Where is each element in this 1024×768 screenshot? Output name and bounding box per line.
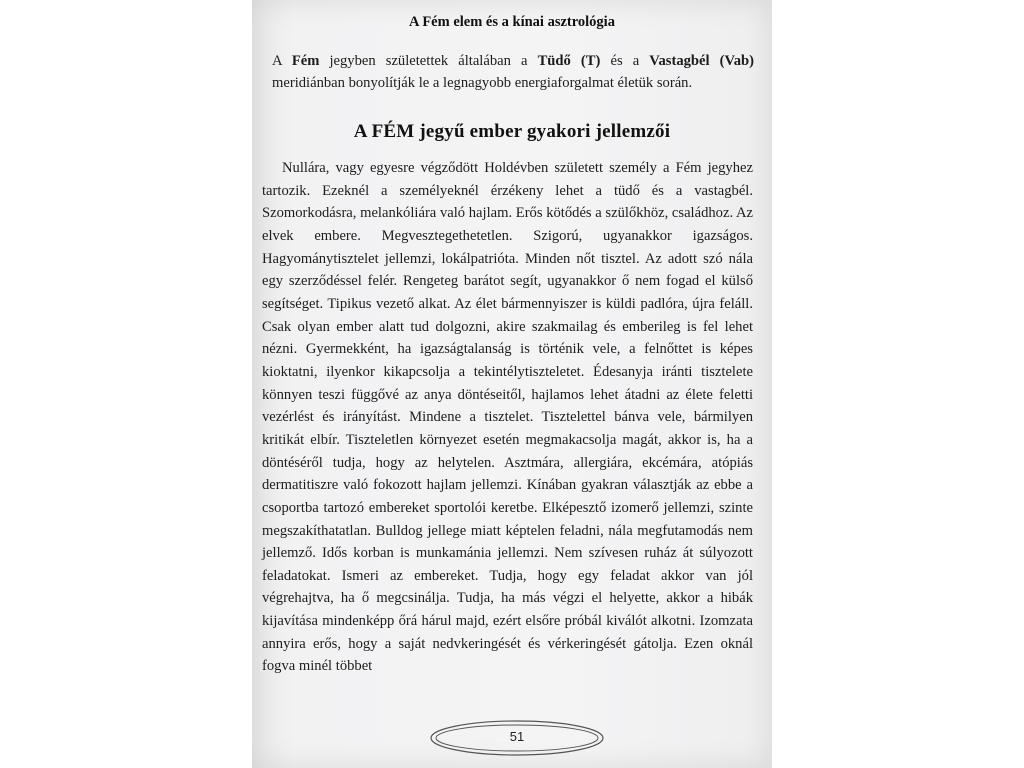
section-title: A Fém elem és a kínai asztrológia (409, 14, 615, 30)
book-page (252, 0, 772, 768)
fem-bold: Fém (291, 53, 320, 69)
tudo-bold: Tüdő (T) (537, 53, 601, 69)
page-number: 51 (509, 729, 525, 744)
body-paragraph: Nullára, vagy egyesre végződött Holdévben született személy a Fém jegyhez tartozik. Ezeknél a személyeknél érzékeny lehet a tüdő és a vastagbél. Szomorkodásra, melankóliára való hajlam. Erős kötődés a szülőkhöz, családhoz. Az elvek embere. Megvesztegethetetlen. Szigorú, ugyanakkor igazságos. Hagyománytisztelet jellemzi, lokálpatrióta. Minden nőt tisztel. Az adott szó nála egy szerződéssel felér. Rengeteg barátot segít, ugyanakkor ő nem fogad el külső segítséget. Tipikus vezető alkat. Az élet bármennyiszer is küldi padlóra, újra feláll. Csak olyan ember alatt tud dolgozni, akire szakmailag és emberileg is fel lehet nézni. Gyermekként, ha igazságtalanság is történik vele, a felnőttet is képes kioktatni, ilyenkor kikapcsolja a tekintélytiszteletet. Édesanyja iránti tisztelete könnyen teszi függővé az anya döntéseitől, hajlamos lehet átadni az élete feletti vezérlést és irányítást. Mindene a tisztelet. Tisztelettel bánva vele, bármilyen kritikát elbír. Tiszteletlen környezet esetén megmakacsolja magát, akkor is, ha a döntéséről tudja, hogy az helytelen. Asztmára, allergiára, ekcémára, atópiás dermatitiszre való fokozott hajlam jellemzi. Kínában gyakran választják az ebbe a csoportba tartozó embereket sportolói keretbe. Elképesztő izomerő jellemzi, szinte megszakíthatatlan. Bulldog jellege miatt képtelen feladni, nála megfutamodás nem jellemző. Idős korban is munkamánia jellemzi. Nem szívesen ruház át súlyozott feladatokat. Ismeri az embereket. Tudja, hogy egy feladat akkor van jól végrehajtva, ha ő megcsinálja. Tudja, ha más végzi el helyette, akkor a hibák kijavítása mindenképp őrá hárul majd, ezért elsőre próbál kiválót alkotni. Izomzata annyira erős, hogy a saját nedvkeringését és vérkeringését gátolja. Ezen oknál fogva minél többet (262, 160, 753, 675)
intro-paragraph: A Fém jegyben születettek általában a Tüdő (T) és a Vastagbél (Vab) meridiánban bonyolítják le a legnagyobb energiaforgalmat életük során. (272, 53, 754, 91)
page-number-badge (427, 718, 607, 758)
vastagbel-bold: Vastagbél (Vab) (649, 53, 754, 69)
chapter-heading: A FÉM jegyű ember gyakori jellemzői (353, 121, 671, 142)
